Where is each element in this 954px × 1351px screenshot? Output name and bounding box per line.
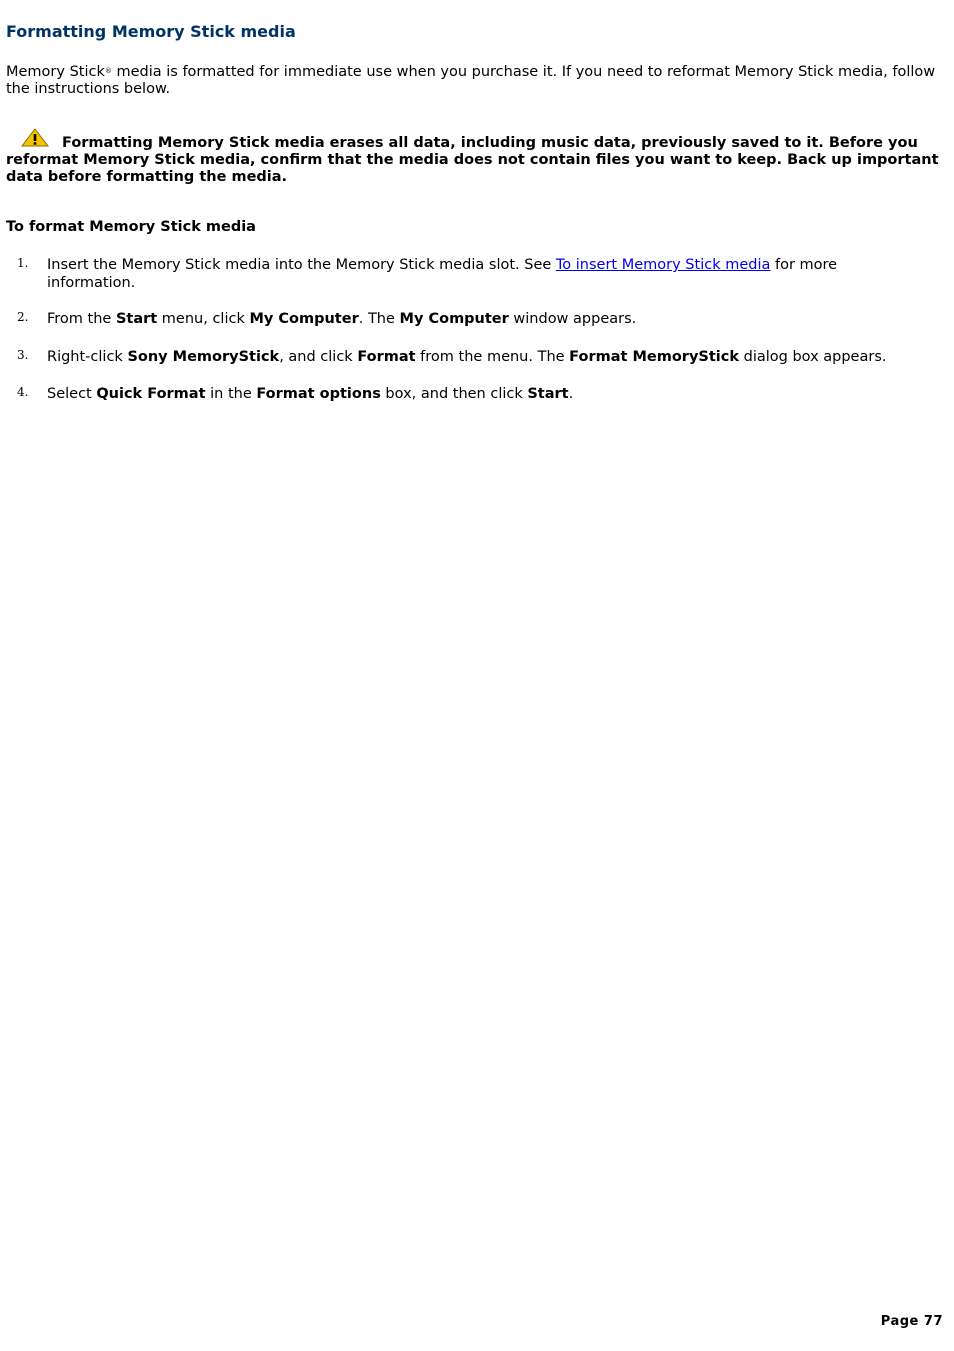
ui-term-start: Start	[115, 311, 158, 327]
intro-text-start: Memory Stick	[6, 64, 105, 80]
step-item	[0, 348, 927, 385]
registered-mark: ®	[104, 67, 112, 75]
ui-term-start-button: Start	[527, 386, 569, 402]
intro-text-end: media is formatted for immediate use when you purchase it. If you need to reformat Memory Stick media, follow the instructions below.	[6, 64, 936, 97]
step-item	[0, 385, 927, 403]
section-heading: To format Memory Stick media	[6, 219, 256, 235]
step-text: . The	[358, 311, 400, 327]
ui-term-my-computer-window: My Computer	[399, 311, 509, 327]
ui-term-format-options: Format options	[256, 386, 381, 402]
step-text: , and click	[279, 349, 358, 365]
step-number: 2.	[17, 310, 29, 324]
page-title: Formatting Memory Stick media	[6, 22, 296, 41]
steps-list	[0, 256, 954, 403]
page-number: Page 77	[880, 1314, 943, 1329]
warning-text: Formatting Memory Stick media erases all data, including music data, previously saved to it. Before you reformat Memory Stick media, confirm that the media does not contain files you want to keep. Back up important data before formatting the media.	[6, 135, 939, 185]
step-text: in the	[205, 386, 257, 402]
step-item	[0, 256, 927, 310]
step-number: 4.	[17, 385, 29, 399]
step-text: window appears.	[508, 311, 637, 327]
step-text: from the menu. The	[415, 349, 570, 365]
ui-term-format: Format	[357, 349, 416, 365]
ui-term-format-memorystick: Format MemoryStick	[569, 349, 739, 365]
step-number: 3.	[17, 348, 29, 362]
warning-triangle-icon	[20, 128, 50, 148]
step-text: Right-click	[47, 349, 128, 365]
insert-memory-stick-link[interactable]: To insert Memory Stick media	[555, 257, 771, 273]
step-text: .	[568, 386, 574, 402]
step-text: menu, click	[157, 311, 250, 327]
step-text: From the	[47, 311, 116, 327]
ui-term-quick-format: Quick Format	[96, 386, 206, 402]
intro-paragraph	[6, 64, 946, 98]
step-text: for more information.	[47, 257, 838, 291]
step-text: dialog box appears.	[739, 349, 887, 365]
warning-note	[6, 128, 946, 186]
step-text: Insert the Memory Stick media into the Memory Stick media slot. See	[47, 257, 556, 273]
step-item	[0, 310, 927, 348]
ui-term-my-computer: My Computer	[249, 311, 359, 327]
step-text: Select	[47, 386, 97, 402]
step-text: box, and then click	[380, 386, 528, 402]
step-number: 1.	[17, 256, 29, 270]
ui-term-sony-memorystick: Sony MemoryStick	[127, 349, 280, 365]
